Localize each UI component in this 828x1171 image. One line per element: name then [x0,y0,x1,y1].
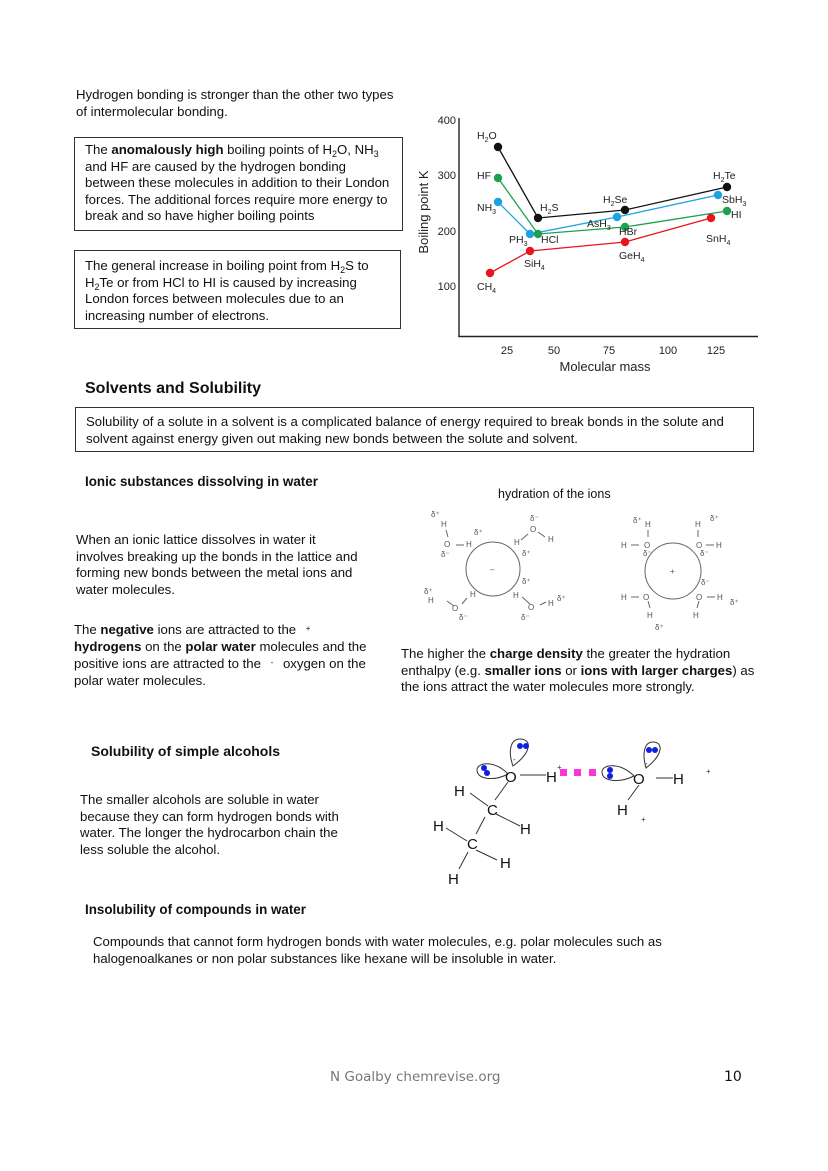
sub: 3 [373,149,379,159]
anomalous-boiling-box [74,137,403,231]
carbon-atom: C [467,836,478,853]
o-atom: O [528,603,535,612]
label-sbh3: SbH$_3$ [722,194,747,208]
t: ions are attracted to the [153,622,300,637]
x-tick: 125 [706,345,726,357]
sub: 2 [332,149,338,159]
ethanol-water-hbond-diagram [420,730,720,890]
partial-minus: - [645,759,648,768]
cation-charge: + [670,567,675,576]
solubility-box [75,407,754,452]
t: on the [141,638,186,654]
ionic-lattice-text: When an ionic lattice dissolves in water it involves breaking up the bonds in the lattice and forming new bonds between the metal ions and water molecules. [76,532,358,597]
footer-source: N Goalby chemrevise.org [330,1069,501,1085]
label-h2se: $H_2Se$ [603,194,628,208]
anomalous-pre: The [85,142,112,157]
o-atom: O [444,540,451,549]
label-h2te: $H_2Te$ [713,170,736,184]
delta-plus: δ⁺ [655,623,664,632]
label-h2o: $H_2O$ [477,130,497,144]
delta-minus: δ⁻ [643,549,652,558]
hydrogen-atom: H [433,818,444,835]
partial-plus: + [706,767,711,776]
hydrogen-atom: H [500,855,511,872]
h-atom: H [548,599,554,608]
page-number: 10 [724,1069,742,1085]
label-ph3: $PH_3$ [509,234,528,248]
delta-plus: δ⁺ [557,594,566,603]
y-tick-labels [438,115,456,293]
hydrogen-atom: H [448,871,459,888]
h-atom: H [647,611,653,620]
label-ash3: AsH$_3$ [587,218,611,232]
x-tick-labels [501,345,725,357]
oxygen-atom: O [505,769,517,786]
label-geh4: GeH$_4$ [619,250,645,264]
h-atom: H [645,520,651,529]
hydrogen-atom: H [520,821,531,838]
increase-text-2: S to H [85,258,369,290]
label-sih4: SiH$_4$ [524,258,545,272]
o-atom: O [644,541,651,550]
hydrogen-bond [560,769,596,776]
y-tick: 300 [437,170,456,182]
t: oxygen on the polar water molecules. [74,656,366,688]
t: or [561,662,581,678]
h-atom: H [621,593,627,602]
boiling-point-chart [405,105,775,385]
x-tick: 100 [658,345,678,357]
anion-hydration-diagram [415,505,580,630]
h-atom: H [470,590,476,599]
o-atom: O [530,525,537,534]
delta-minus: δ⁻ [530,514,539,523]
h-atom: H [695,520,701,529]
delta-plus: δ⁺ [522,577,531,586]
delta-minus: δ⁻ [521,613,530,622]
label-ch4: $CH_4$ [477,281,497,295]
label-hf: HF [477,170,491,182]
delta-minus: δ⁻ [441,550,450,559]
alcohols-text: The smaller alcohols are soluble in water because they can form hydrogen bonds with water. The longer the hydrocarbon chain the less soluble the alcohol. [80,792,339,857]
solvents-heading: Solvents and Solubility [85,380,262,397]
y-tick: 400 [437,115,456,127]
delta-plus: δ⁺ [633,516,642,525]
h-atom: H [548,535,554,544]
bold-smaller-ions: smaller ions [484,662,562,678]
delta-minus: δ⁻ [700,549,709,558]
carbon-atom: C [487,802,498,819]
delta-minus: δ⁻ [459,613,468,622]
t: The higher the [401,646,490,661]
alcohols-heading: Solubility of simple alcohols [91,743,281,759]
intro-text: Hydrogen bonding is stronger than the other two types of intermolecular bonding. [76,87,394,119]
insolubility-text: Compounds that cannot form hydrogen bonds with water molecules, e.g. polar molecules such as halogenoalkanes or non polar substances like hexane will be insoluble in water. [93,934,662,966]
label-h2s: $H_2S$ [540,202,559,216]
sub: 2 [94,281,100,292]
label-snh4: SnH$_4$ [706,233,731,247]
bold-negative: negative [100,622,154,637]
o-atom: O [452,604,459,613]
anomalous-text-1: boiling points of H [223,142,332,157]
delta-plus: δ⁺ [522,549,531,558]
y-axis-label: Boiling point K [416,170,431,254]
cation-hydration-diagram [610,505,760,635]
bold-charge-density: charge density [489,646,583,661]
x-tick: 25 [500,345,514,357]
bold-hydrogens: hydrogens [74,638,142,654]
anomalous-text-2: O, NH [337,142,374,157]
hydration-title: hydration of the ions [498,487,611,501]
series-group6-points [494,143,731,222]
o-atom: O [696,541,703,550]
label-hi: HI [731,209,742,221]
o-atom: O [696,593,703,602]
minus-sign: - [270,658,274,668]
x-axis-label: Molecular mass [559,359,651,374]
partial-minus: - [513,755,516,764]
plus-sign: + [305,624,311,633]
anion-charge: – [490,565,495,574]
delta-plus: δ⁺ [431,510,440,519]
delta-plus: δ⁺ [710,514,719,523]
point-labels [477,130,746,295]
insolubility-heading: Insolubility of compounds in water [85,902,306,917]
oxygen-atom: O [633,771,645,788]
y-tick: 100 [437,281,456,293]
h-atom: H [466,540,472,549]
t: ) as the ions attract the water molecules more strongly. [401,662,755,695]
h-atom: H [441,520,447,529]
hydrogen-atom: H [617,802,628,819]
charge-density-text [401,646,761,696]
hydrogen-atom: H [454,783,465,800]
t: The [74,622,101,637]
bold-larger-charges: ions with larger charges [580,662,733,678]
bold-polar-water: polar water [185,638,256,654]
h-atom: H [513,591,519,600]
h-atom: H [428,596,434,605]
partial-plus: + [557,763,562,772]
partial-plus: + [641,815,646,824]
label-hbr: HBr [619,226,638,238]
london-forces-box [74,250,401,329]
anomalous-bold: anomalously high [111,142,224,157]
solubility-text: Solubility of a solute in a solvent is a complicated balance of energy required to break bonds in the solute and solvent against energy given out making new bonds between the solute and solvent. [86,414,724,446]
h-atom: H [716,541,722,550]
increase-text-1: The general increase in boiling point from H [85,258,341,273]
h-atom: H [621,541,627,550]
x-tick: 75 [602,345,616,357]
delta-plus: δ⁺ [730,598,739,607]
anomalous-text-3: and HF are caused by the hydrogen bonding between these molecules in addition to their London forces. The additional forces require more energy to break and so have higher boiling points [85,158,390,224]
ion-attraction-text [74,621,374,689]
o-atom: O [643,593,650,602]
label-nh3: $NH_3$ [477,202,497,216]
t: molecules and the positive ions are attracted to the [74,638,367,672]
delta-plus: δ⁺ [424,587,433,596]
x-tick: 50 [547,345,561,357]
y-tick: 200 [437,226,456,238]
hydrogen-atom: H [673,771,684,788]
t: the greater the hydration enthalpy (e.g. [401,646,731,678]
h-atom: H [693,611,699,620]
sub: 2 [340,265,346,275]
delta-minus: δ⁻ [701,578,710,587]
label-hcl: HCl [541,234,559,246]
hydrogen-atom: H [546,769,557,786]
increase-text-3: Te or from HCl to HI is caused by increasing London forces between molecules due to an increasing number of electrons. [85,274,357,323]
h-atom: H [717,593,723,602]
h-atom: H [514,538,520,547]
ionic-heading: Ionic substances dissolving in water [85,474,318,489]
delta-plus: δ⁺ [474,528,483,537]
